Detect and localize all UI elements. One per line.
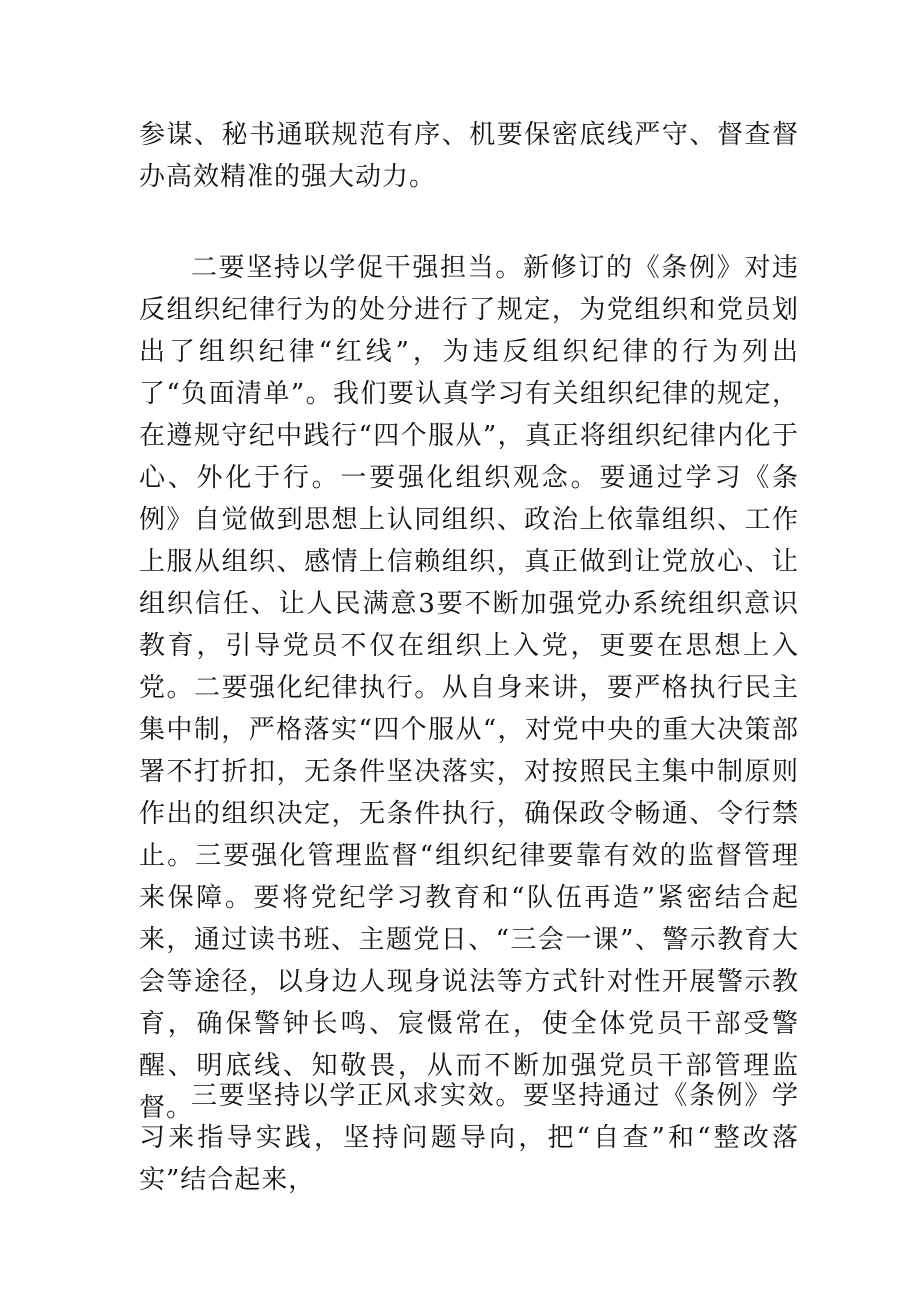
paragraph-second-requirement: 二要坚持以学促干强担当。新修订的《条例》对违反组织纪律行为的处分进行了规定，为党组织和党员划出了组织纪律“红线”，为违反组织纪律的行为列出了“负面清单”。我们要认真学习有关组织纪律的规定，在遵规守纪中践行“四个服从”，真正将组织纪律内化于心、外化于行。一要强化组织观念。要通过学习《条例》自觉做到思想上认同组织、政治上依靠组织、工作上服从组织、感情上信赖组织，真正做到让党放心、让组织信任、让人民满意3要不断加强党办系统组织意识教育，引导党员不仅在组织上入党，更要在思想上入党。二要强化纪律执行。从自身来讲，要严格执行民主集中制，严格落实“四个服从“，对党中央的重大决策部署不打折扣，无条件坚决落实，对按照民主集中制原则作出的组织决定，无条件执行，确保政令畅通、令行禁止。三要强化管理监督“组织纪律要靠有效的监督管理来保障。要将党纪学习教育和“队伍再造”紧密结合起来，通过读书班、主题党日、“三会一课”、警示教育大会等途径，以身边人现身说法等方式针对性开展警示教育，确保警钟长鸣、宸慑常在，使全体党员干部受警醒、明底线、知敬畏，从而不断加强党员干部管理监督。 bbox=[139, 253, 799, 1123]
paragraph-third-requirement: 三要坚持以学正风求实效。要坚持通过《条例》学习来指导实践，坚持问题导向，把“自查”和“整改落实”结合起来， bbox=[139, 1081, 799, 1195]
paragraph-continuation: 参谋、秘书通联规范有序、机要保密底线严守、督查督办高效精准的强大动力。 bbox=[139, 120, 799, 192]
